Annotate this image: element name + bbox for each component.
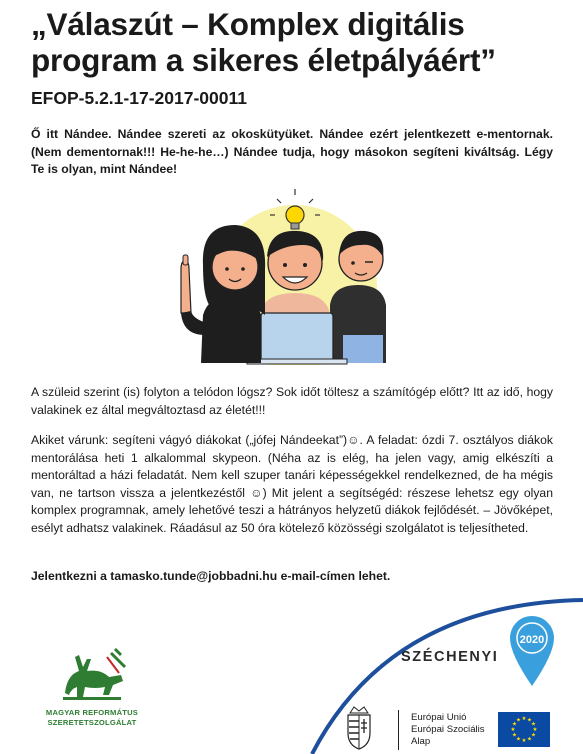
svg-text:★: ★ xyxy=(510,727,516,733)
mrsz-logo xyxy=(42,645,142,728)
body-paragraph-1: A szüleid szerint (is) folyton a telódon lógsz? Sok időt töltesz a számítógép előtt? Itt az idő, hogy valakinek ez által megváltoztasd az életét!!! xyxy=(31,385,553,417)
eu-fund-label xyxy=(411,712,485,748)
svg-text:★: ★ xyxy=(516,717,521,724)
mrsz-name-line-2: SZERETETSZOLGÁLAT xyxy=(47,718,137,727)
szechenyi-label: SZÉCHENYI xyxy=(401,649,499,665)
hungarian-coat-of-arms-icon xyxy=(344,705,374,751)
eu-flag-icon xyxy=(498,712,550,747)
svg-text:★: ★ xyxy=(516,736,521,743)
szechenyi-2020-badge-icon xyxy=(508,614,556,688)
page-title: „Válaszút – Komplex digitális program a sikeres életpályáért” xyxy=(31,6,496,78)
logo-divider xyxy=(398,710,399,750)
svg-text:★: ★ xyxy=(521,716,527,722)
svg-text:★: ★ xyxy=(532,727,538,733)
svg-text:★: ★ xyxy=(531,721,536,728)
contact-line: Jelentkezni a tamasko.tunde@jobbadni.hu e-mail-címen lehet. xyxy=(31,569,391,583)
svg-text:★: ★ xyxy=(512,732,517,739)
body-paragraph-2: Akiket várunk: segíteni vágyó diákokat („jófej Nándeekat”)☺. A feladat: ózdi 7. osztályos diákok mentorálása heti 1 alkalommal skypeon. (Néha az is elég, ha jelen vagy, amig elkészíti a mentoráltad a házi feladatát. Nem kell szuper tanári képességekkel rendelkezned, de ha mégis van, ne tartson vissza a jelentkezéstől ☺) Mit jelent a segítségéd: részese lehetsz egy olyan komplex programnak, amely lehetővé teszi a hátrányos helyzetű diákok fejlődését. – Jövőképet, esélyt adhatsz valakinek. Ráadásul az 50 óra kötelező közösségi szolgálatot is teljesítheted. xyxy=(31,433,553,535)
svg-text:★: ★ xyxy=(512,721,517,728)
project-code: EFOP-5.2.1-17-2017-00011 xyxy=(31,88,247,108)
svg-text:★: ★ xyxy=(527,717,532,724)
intro-paragraph: Ő itt Nándee. Nándee szereti az okoskütyüket. Nándee ezért jelentkezett e-mentornak. (Nem dementornak!!! He-he-he…) Nándee tudja, hogy másokon segíteni kiváltság. Légy Te is olyan, mint Nándee! xyxy=(31,127,553,176)
mrsz-name-line-1: MAGYAR REFORMÁTUS xyxy=(45,708,139,717)
svg-text:★: ★ xyxy=(531,732,536,739)
badge-year: 2020 xyxy=(519,634,545,646)
eu-line-1: Európai Unió xyxy=(411,712,467,723)
svg-text:★: ★ xyxy=(527,736,532,743)
stag-emblem-icon xyxy=(55,645,129,703)
svg-text:★: ★ xyxy=(521,738,527,744)
eu-line-3: Alap xyxy=(411,736,431,747)
eu-line-2: Európai Szociális xyxy=(411,724,485,735)
